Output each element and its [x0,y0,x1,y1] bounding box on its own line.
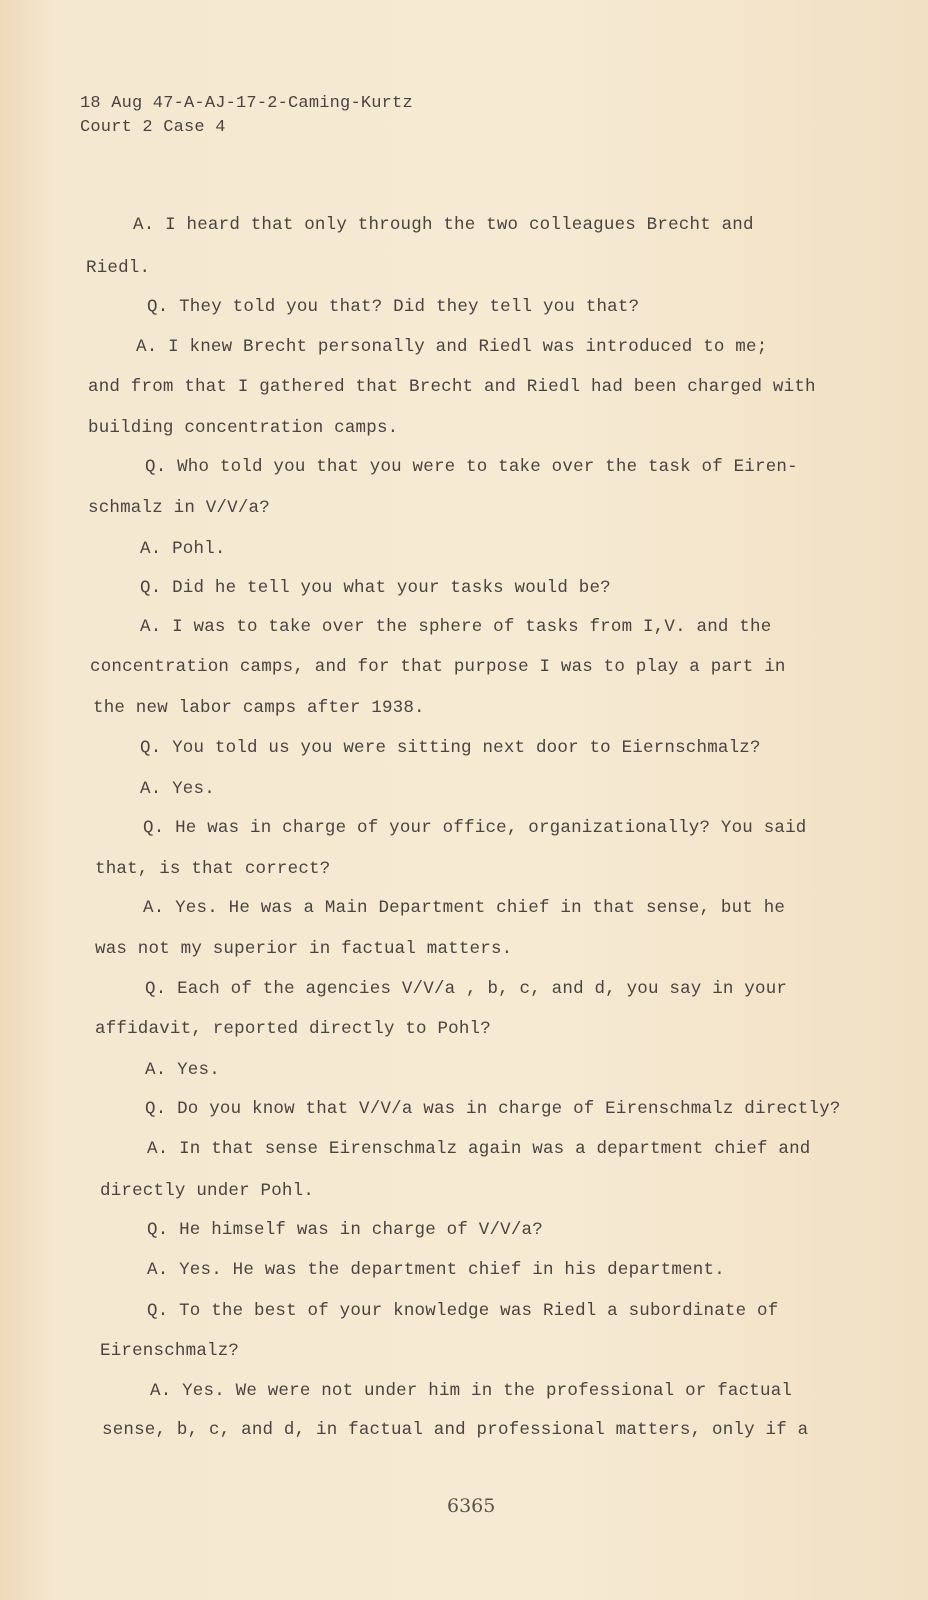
header-line-1: 18 Aug 47-A-AJ-17-2-Caming-Kurtz [80,94,413,113]
transcript-line: Eirenschmalz? [100,1341,240,1361]
transcript-line: Q. Did he tell you what your tasks would be? [140,578,611,598]
transcript-line: concentration camps, and for that purpose I was to play a part in [90,657,786,677]
transcript-line: A. Yes. He was the department chief in his department. [147,1260,725,1280]
transcript-line: Q. You told us you were sitting next door to Eiernschmalz? [140,738,761,758]
transcript-line: A. I was to take over the sphere of tasks from I,V. and the [140,617,772,637]
transcript-line: Q. Each of the agencies V/V/a , b, c, and d, you say in your [145,979,788,999]
transcript-line: Riedl. [86,258,151,278]
transcript-line: affidavit, reported directly to Pohl? [95,1019,491,1039]
transcript-line: and from that I gathered that Brecht and Riedl had been charged with [88,377,816,397]
transcript-line: A. Pohl. [140,539,226,559]
transcript-line: that, is that correct? [95,859,331,879]
transcript-line: the new labor camps after 1938. [93,698,425,718]
transcript-line: schmalz in V/V/a? [88,498,270,518]
transcript-line: Q. To the best of your knowledge was Riedl a subordinate of [147,1301,779,1321]
transcript-line: Q. Who told you that you were to take over the task of Eiren- [145,457,798,477]
header-line-2: Court 2 Case 4 [80,118,226,137]
page-number: 6365 [447,1495,496,1517]
transcript-line: Q. He was in charge of your office, organizationally? You said [143,818,807,838]
transcript-line: Q. Do you know that V/V/a was in charge of Eirenschmalz directly? [145,1099,841,1119]
transcript-line: A. Yes. [140,779,215,799]
transcript-line: A. I heard that only through the two colleagues Brecht and [133,215,754,235]
transcript-line: Q. They told you that? Did they tell you that? [147,297,640,317]
transcript-line: A. Yes. He was a Main Department chief in that sense, but he [143,898,786,918]
transcript-line: directly under Pohl. [100,1181,315,1201]
transcript-line: A. Yes. We were not under him in the professional or factual [150,1381,793,1401]
transcript-line: Q. He himself was in charge of V/V/a? [147,1220,543,1240]
transcript-line: was not my superior in factual matters. [95,939,513,959]
transcript-line: A. Yes. [145,1060,220,1080]
transcript-line: A. In that sense Eirenschmalz again was a department chief and [147,1139,811,1159]
transcript-line: sense, b, c, and d, in factual and professional matters, only if a [102,1420,809,1440]
transcript-line: A. I knew Brecht personally and Riedl was introduced to me; [136,337,768,357]
transcript-line: building concentration camps. [88,418,399,438]
